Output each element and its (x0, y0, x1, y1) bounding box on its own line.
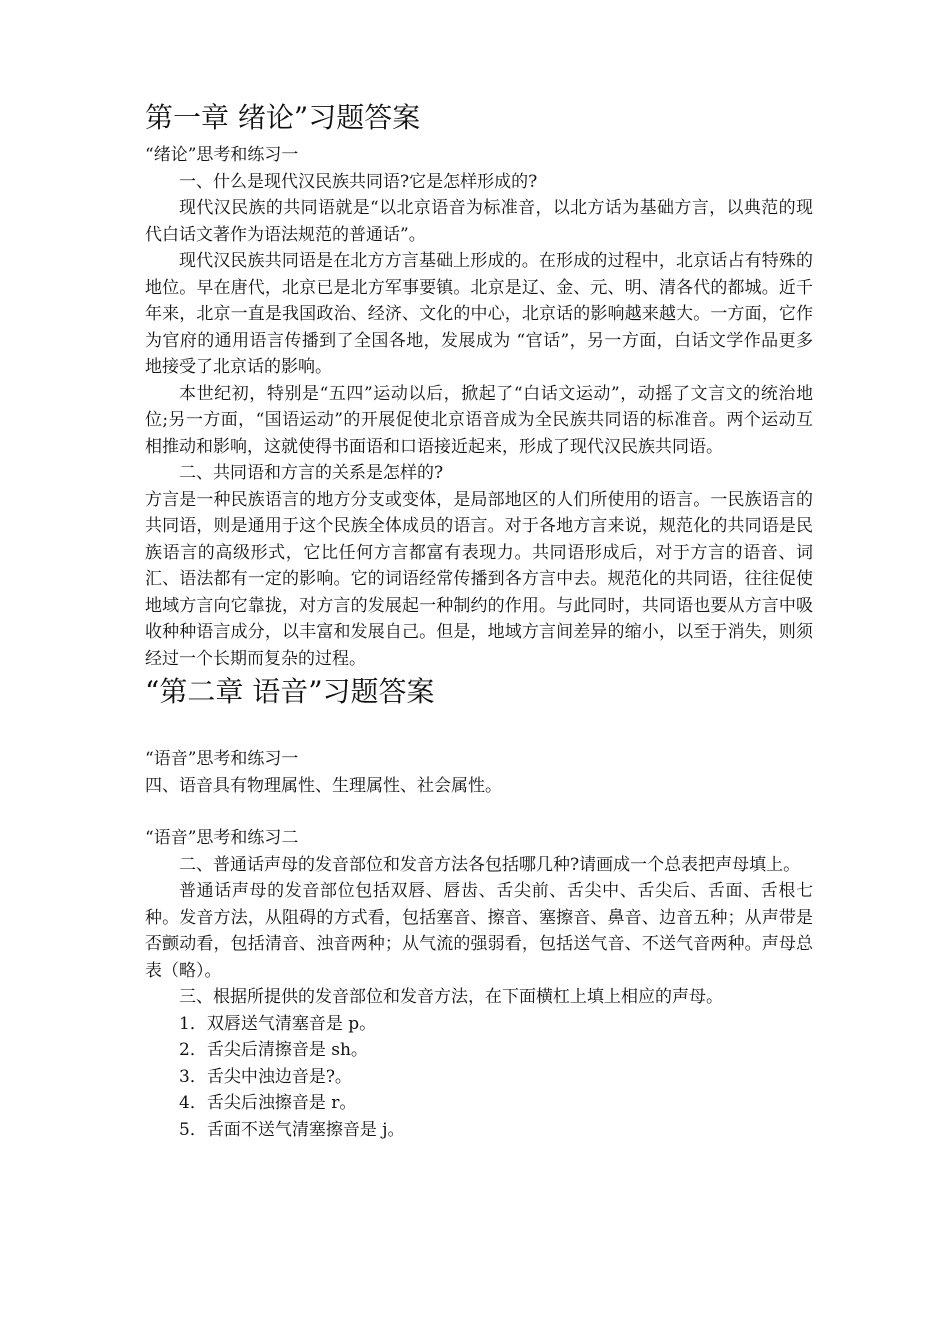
list-item: 1．双唇送气清塞音是 p。 (179, 1013, 377, 1034)
list-item: 2．舌尖后清擦音是 sh。 (179, 1040, 368, 1060)
chapter1-section-title: “绪论”思考和练习一 (145, 145, 299, 165)
chapter2-question-2: 二、普通话声母的发音部位和发音方法各包括哪几种?请画成一个总表把声母填上。 (179, 854, 801, 875)
chapter1-answer-1-paragraph-3: 本世纪初，特别是“五四”运动以后，掀起了“白话文运动”，动摇了文言文的统治地位;另一方面，“国语运动”的开展促使北京语音成为全民族共同语的标准音。两个运动互相推动和影响，这就使得书面语和口语接近起来，形成了现代汉民族共同语。 (145, 383, 813, 457)
chapter1-title: 第一章 绪论”习题答案 (145, 101, 421, 134)
document-page (145, 98, 813, 1143)
chapter1-answer-2: 方言是一种民族语言的地方分支或变体，是局部地区的人们所使用的语言。一民族语言的共同语，则是通用于这个民族全体成员的语言。对于各地方言来说，规范化的共同语是民族语言的高级形式，它比任何方言都富有表现力。共同语形成后，对于方言的语音、词汇、语法都有一定的影响。它的词语经常传播到各方言中去。规范化的共同语，往往促使地域方言向它靠拢，对方言的发展起一种制约的作用。与此同时，共同语也要从方言中吸收种种语言成分，以丰富和发展自己。但是，地域方言间差异的缩小，以至于消失，则须经过一个长期而复杂的过程。 (145, 489, 813, 669)
chapter1-question-2: 二、共同语和方言的关系是怎样的? (179, 463, 444, 483)
chapter2-title: “第二章 语音”习题答案 (145, 675, 435, 708)
chapter2-answer-2: 普通话声母的发音部位包括双唇、唇齿、舌尖前、舌尖中、舌尖后、舌面、舌根七种。发音方法，从阻碍的方式看，包括塞音、擦音、塞擦音、鼻音、边音五种；从声带是否颤动看，包括清音、浊音两种；从气流的强弱看，包括送气音、不送气音两种。声母总表（略）。 (145, 881, 813, 981)
chapter1-question-1: 一、什么是现代汉民族共同语?它是怎样形成的? (179, 171, 538, 192)
spacer (145, 799, 813, 825)
chapter1-answer-1-paragraph-1: 现代汉民族的共同语就是“以北京语音为标准音，以北方话为基础方言，以典范的现代白话文著作为语法规范的普通话”。 (145, 198, 813, 245)
chapter2-section1-title: “语音”思考和练习一 (145, 749, 299, 769)
chapter2-section2-title: “语音”思考和练习二 (145, 828, 299, 848)
list-item: 4．舌尖后浊擦音是 r。 (179, 1093, 357, 1113)
chapter2-section1-answer: 四、语音具有物理属性、生理属性、社会属性。 (145, 775, 502, 796)
chapter1-answer-1-paragraph-2: 现代汉民族共同语是在北方方言基础上形成的。在形成的过程中，北京话占有特殊的地位。早在唐代，北京已是北方军事要镇。北京是辽、金、元、明、清各代的都城。近千年来，北京一直是我国政治、经济、文化的中心，北京话的影响越来越大。一方面，它作为官府的通用语言传播到了全国各地，发展成为 “官话”，另一方面，白话文学作品更多地接受了北京话的影响。 (145, 251, 813, 377)
list-item: 3．舌尖中浊边音是?。 (179, 1066, 352, 1087)
chapter2-question-3: 三、根据所提供的发音部位和发音方法，在下面横杠上填上相应的声母。 (179, 987, 723, 1007)
list-item: 5．舌面不送气清塞擦音是 j。 (179, 1119, 405, 1140)
